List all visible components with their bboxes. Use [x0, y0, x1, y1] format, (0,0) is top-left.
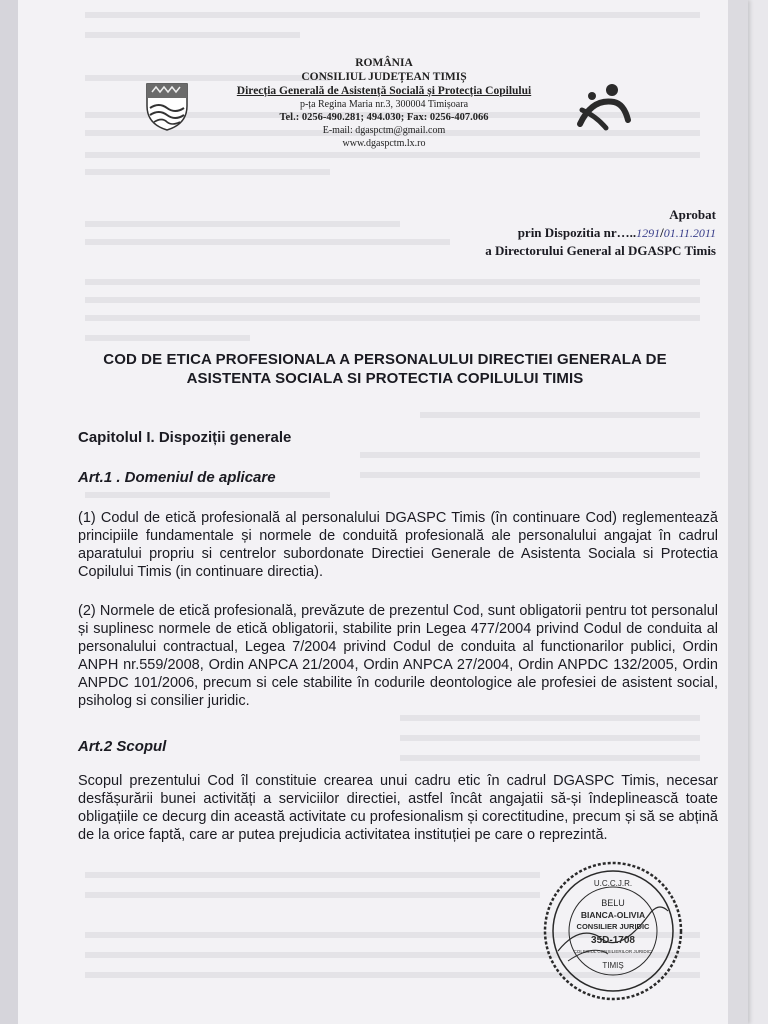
legal-advisor-stamp: [538, 856, 688, 1006]
letterhead-country: ROMÂNIA: [355, 57, 413, 69]
letterhead-council: CONSILIUL JUDEȚEAN TIMIȘ: [301, 71, 467, 83]
letterhead-website: www.dgaspctm.lx.ro: [342, 138, 426, 149]
letterhead: [0, 56, 768, 150]
stamp-role-text: CONSILIER JURIDIC: [576, 922, 650, 931]
stamp-top-text: U.C.C.J.R.: [593, 879, 633, 888]
article-1-paragraph-2: (2) Normele de etică profesională, prevăzute de prezentul Cod, sunt obligatorii pentru tot personalul și suplinesc normele de etică obligatorii, stabilite prin Legea 477/2004 privind Codul de conduita al personalului contractual, Legea 7/2004 privind Codul de conduita al functionarilor publici, Ordin ANPH nr.559/2008, Ordin ANPCA 21/2004, Ordin ANPCA 27/2004, Ordin ANPDC 132/2005, Ordin ANPDC 101/2006, precum si cele stabilite în codurile deontologice ale profesiei de asistent social, psiholog si consilier juridic.: [78, 603, 718, 709]
stamp-city-text: BELU: [601, 898, 625, 908]
letterhead-directorate: Direcția Generală de Asistență Socială și Protecția Copilului: [236, 85, 532, 97]
stamp-name-text: BIANCA-OLIVIA: [580, 910, 646, 920]
stamp-college-text: COLEGIUL CONSILIERILOR JURIDICI: [573, 949, 653, 954]
scan-left-edge: [0, 0, 18, 1024]
letterhead-phone: Tel.: 0256-490.281; 494.030; Fax: 0256-407.066: [279, 112, 489, 123]
article-1-heading: Art.1 . Domeniul de aplicare: [78, 469, 276, 486]
page-edge-shadow: [728, 0, 748, 1024]
approval-decision-line: prin Dispozitia nr…..1291/01.11.2011: [517, 225, 716, 240]
approval-decision-date: 01.11.2011: [663, 226, 716, 240]
approval-block: [485, 206, 716, 260]
article-2-heading: Art.2 Scopul: [78, 738, 167, 755]
letterhead-email-text: E-mail: dgaspctm@gmail.com: [322, 125, 446, 136]
chapter-heading: Capitolul I. Dispoziții generale: [78, 429, 292, 446]
document-title: COD DE ETICA PROFESIONALA A PERSONALULUI DIRECTIEI GENERALA DE ASISTENTA SOCIALA SI PROTECTIA COPILULUI TIMIS: [103, 351, 667, 387]
approval-director-line: a Directorului General al DGASPC Timis: [485, 243, 716, 258]
article-1-paragraph-1: (1) Codul de etică profesională al personalului DGASPC Timis (în continuare Cod) reglementează principiile fundamentale și normele de conduită profesională ale personalului angajat în cadrul aparatului propriu si centrelor subordonate Directiei Generale de Asistenta Sociala si Protectia Copilului Timis (in continuare directia).: [78, 510, 718, 580]
approval-decision-number: 1291: [636, 226, 661, 240]
letterhead-email: [0, 124, 768, 137]
letterhead-address: p-ța Regina Maria nr.3, 300004 Timișoara: [299, 99, 469, 110]
stamp-county-text: TIMIȘ: [602, 961, 624, 970]
article-2-paragraph: Scopul prezentului Cod îl constituie crearea unui cadru etic în cadrul DGASPC Timis, necesar desfășurării bunei activități a serviciilor directiei, astfel încât angajatii să-și îndeplinească toate obligațiile ce decurg din această activitate cu profesionalism și corectitudine, precum și să se abțină de la orice faptă, care ar putea prejudicia activitatea instituției pe care o reprezintă.: [78, 773, 718, 843]
approval-decision-label: prin Dispozitia nr: [517, 225, 617, 240]
stamp-code-text: 35D-1708: [591, 935, 635, 946]
approval-label: Aprobat: [669, 207, 716, 222]
